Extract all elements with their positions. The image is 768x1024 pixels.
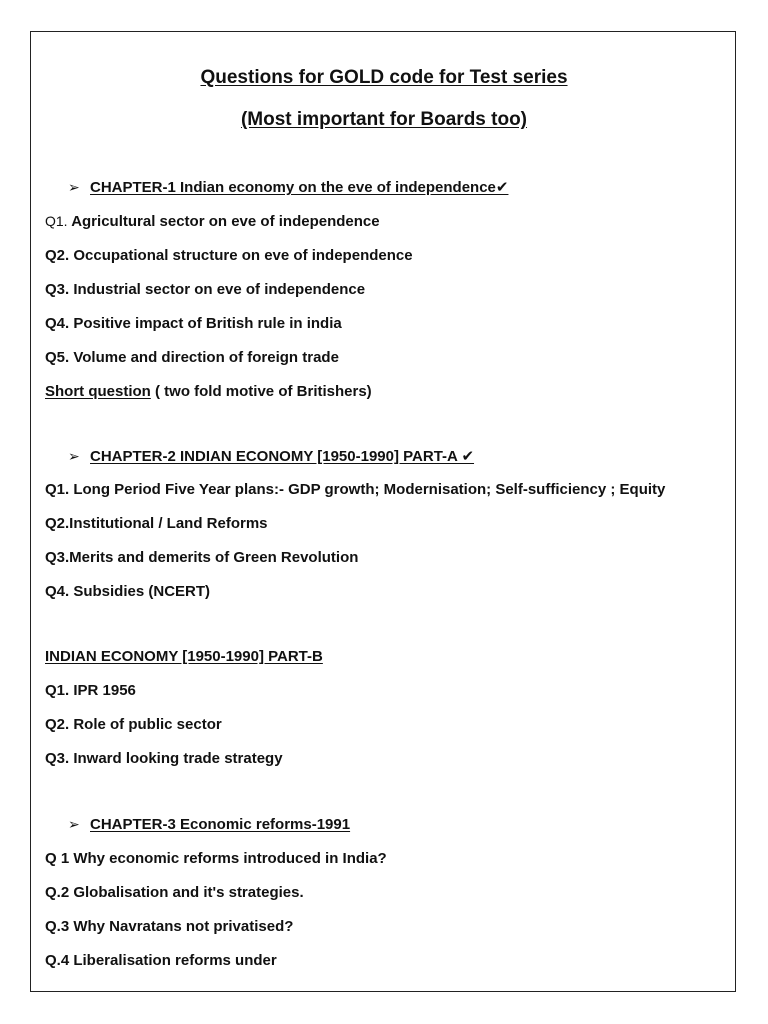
- chapter-2-question-3: Q3.Merits and demerits of Green Revolution: [45, 549, 359, 566]
- chapter-1-heading: [68, 178, 508, 196]
- chapter-2-question-1: Q1. Long Period Five Year plans:- GDP growth; Modernisation; Self-sufficiency ; Equity: [45, 481, 666, 498]
- part-b-question-3: Q3. Inward looking trade strategy: [45, 750, 283, 767]
- chapter-1-question-5: Q5. Volume and direction of foreign trade: [45, 349, 339, 366]
- arrow-bullet-icon: ➢: [68, 179, 80, 195]
- chapter-3-title: CHAPTER-3 Economic reforms-1991: [90, 816, 351, 833]
- part-b-question-2: Q2. Role of public sector: [45, 716, 222, 733]
- chapter-3-heading: [68, 816, 350, 833]
- page-title: Questions for GOLD code for Test series: [200, 67, 568, 88]
- chapter-1-question-4: Q4. Positive impact of British rule in india: [45, 315, 342, 332]
- question-text: Agricultural sector on eve of independence: [67, 213, 380, 230]
- chapter-1-title: CHAPTER-1 Indian economy on the eve of independence✔: [90, 179, 509, 196]
- arrow-bullet-icon: ➢: [68, 816, 80, 832]
- short-question-text: ( two fold motive of Britishers): [150, 383, 372, 400]
- chapter-3-question-3: Q.3 Why Navratans not privatised?: [45, 918, 294, 935]
- arrow-bullet-icon: ➢: [68, 448, 80, 464]
- chapter-2-question-2: Q2.Institutional / Land Reforms: [45, 515, 268, 532]
- chapter-3-question-2: Q.2 Globalisation and it's strategies.: [45, 884, 304, 901]
- chapter-1-question-2: Q2. Occupational structure on eve of independence: [45, 247, 413, 264]
- chapter-3-question-4: Q.4 Liberalisation reforms under: [45, 952, 277, 969]
- part-b-question-1: Q1. IPR 1956: [45, 682, 136, 699]
- question-number: Q1.: [45, 213, 68, 229]
- page-border: [30, 31, 736, 992]
- chapter-2-title: CHAPTER-2 INDIAN ECONOMY [1950-1990] PART-A ✔: [90, 448, 475, 465]
- page-subtitle: (Most important for Boards too): [240, 109, 528, 130]
- chapter-1-short-question: [45, 383, 372, 400]
- chapter-1-question-1: [45, 213, 380, 230]
- short-question-label: Short question: [45, 383, 151, 400]
- chapter-2-question-4: Q4. Subsidies (NCERT): [45, 583, 211, 600]
- chapter-1-question-3: Q3. Industrial sector on eve of independence: [45, 281, 366, 298]
- chapter-3-question-1: Q 1 Why economic reforms introduced in India?: [45, 850, 387, 867]
- part-b-heading: INDIAN ECONOMY [1950-1990] PART-B: [45, 648, 323, 665]
- chapter-2-heading: [68, 447, 474, 465]
